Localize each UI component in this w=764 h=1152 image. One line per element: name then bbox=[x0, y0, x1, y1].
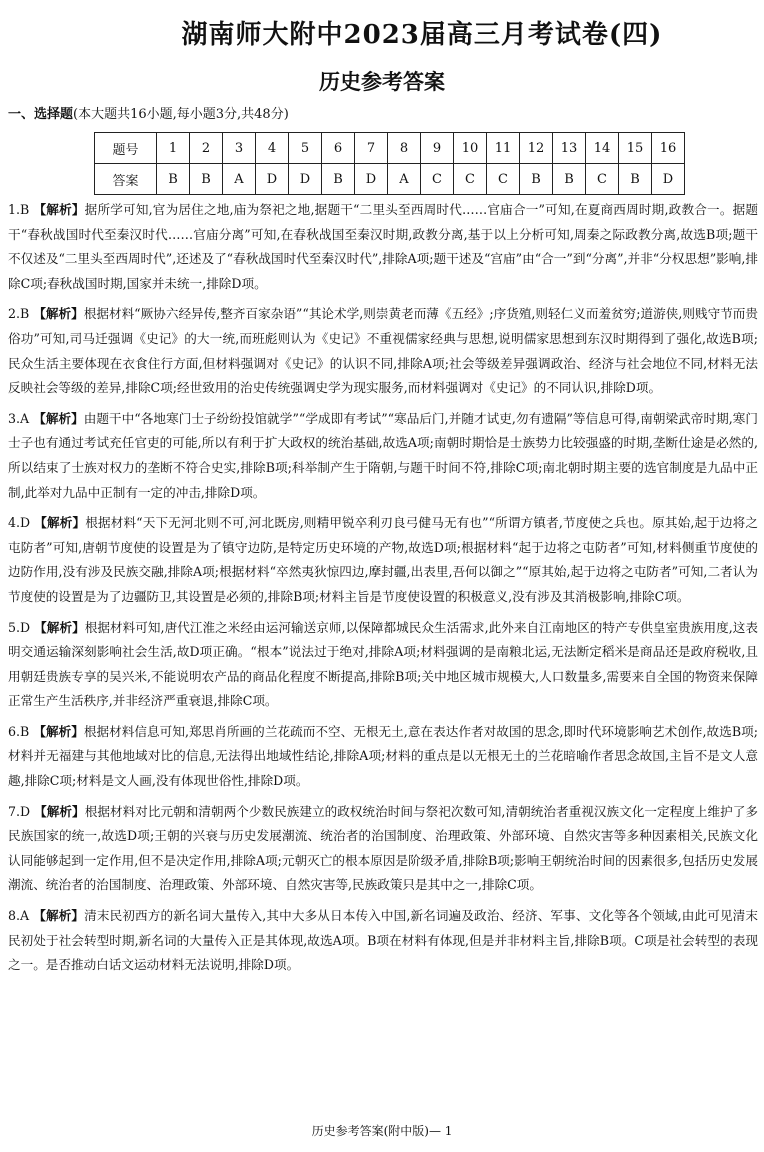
question-number: 15 bbox=[619, 133, 652, 164]
question-number: 12 bbox=[520, 133, 553, 164]
item-text: 根据材料对比元朝和清朝两个少数民族建立的政权统治时间与祭祀次数可知,清朝统治者重视汉族文化一定程度上维护了多民族国家的统一,故选D项;王朝的兴衰与历史发展潮流、统治者的治国制度、治理政策、外部环境、自然灾害等多种因素相关,民族文化认同能够起到一定作用,但不是决定作用,排除A项;元朝灭亡的根本原因是阶级矛盾,排除B项;影响王朝统治时间的因素很多,包括历史发展潮流、统治者的治国制度、治理政策、外部环境、自然灾害等,民族政策只是其中之一,排除C项。 bbox=[8, 803, 758, 893]
answer-cell: A bbox=[388, 164, 421, 195]
analysis-tag: 【解析】 bbox=[33, 202, 85, 217]
item-text: 根据材料“天下无河北则不可,河北既房,则精甲锐卒利刃良弓健马无有也”“所谓方镇者,节度使之兵也。原其始,起于边将之屯防者”可知,唐朝节度使的设置是为了镇守边防,是特定历史环境的产物,故选D项;根据材料“起于边将之屯防者”可知,材料侧重节度使的边防作用,没有涉及民族交融,排除A项;根据材料“卒然夷狄惊四边,摩封疆,出表里,吾何以御之”“原其始,起于边将之屯防者”可知,二者认为节度使的设置是为了边疆防卫,其设置是必须的,排除B项;材料主旨是节度使设置的积极意义,没有涉及其消极影响,排除C项。 bbox=[8, 515, 759, 604]
answer-cell: B bbox=[190, 164, 223, 195]
item-number: 6.B bbox=[8, 723, 30, 739]
explanation-item bbox=[8, 720, 758, 794]
explanation-item bbox=[8, 198, 758, 296]
question-number: 3 bbox=[223, 133, 256, 164]
page-footer: 历史参考答案(附中版)— 1 bbox=[311, 1124, 453, 1138]
row-header-answer: 答案 bbox=[95, 164, 157, 195]
explanation-item bbox=[8, 800, 758, 898]
item-number: 8.A bbox=[8, 908, 30, 924]
explanation-item bbox=[8, 511, 758, 609]
answer-cell: C bbox=[421, 164, 454, 195]
question-number: 5 bbox=[289, 133, 322, 164]
question-number: 11 bbox=[487, 133, 520, 164]
question-number: 13 bbox=[553, 133, 586, 164]
answer-cell: B bbox=[157, 164, 190, 195]
analysis-tag: 【解析】 bbox=[33, 410, 84, 426]
analysis-tag: 【解析】 bbox=[33, 306, 84, 322]
section-note: (本大题共16小题,每小题3分,共48分) bbox=[73, 107, 289, 122]
question-number: 14 bbox=[586, 133, 619, 164]
answer-cell: C bbox=[454, 164, 487, 195]
analysis-tag: 【解析】 bbox=[33, 723, 84, 739]
answer-cell: D bbox=[256, 164, 289, 195]
analysis-tag: 【解析】 bbox=[34, 515, 86, 531]
explanation-item bbox=[8, 904, 758, 978]
item-number: 2.B bbox=[8, 306, 30, 322]
item-text: 由题干中“各地寒门士子纷纷投馆就学”“学成即有考试”“寒品后门,并随才试吏,勿有遗隔”等信息可得,南朝梁武帝时期,寒门士子也有通过考试充任官吏的可能,所以有利于扩大政权的统治基础,故选A项;南朝时期恰是士族势力比较强盛的时期,垄断仕途是必然的,所以结束了士族对权力的垄断不符合史实,排除B项;科举制产生于隋朝,与题干时间不符,排除C项;南北朝时期主要的选官制度是九品中正制,此举对九品中正制有一定的冲击,排除D项。 bbox=[8, 410, 758, 500]
answer-cell: B bbox=[553, 164, 586, 195]
question-number: 2 bbox=[190, 133, 223, 164]
answer-table bbox=[94, 132, 685, 195]
question-number: 9 bbox=[421, 133, 454, 164]
question-number: 1 bbox=[157, 133, 190, 164]
item-text: 清末民初西方的新名词大量传入,其中大多从日本传入中国,新名词遍及政治、经济、军事、文化等各个领域,由此可见清末民初处于社会转型时期,新名词的大量传入正是其体现,故选A项。B项在材料有体现,但是并非材料主旨,排除B项。C项是社会转型的表现之一。是否推动白话文运动材料无法说明,排除D项。 bbox=[8, 908, 758, 973]
section-heading bbox=[8, 103, 289, 122]
answer-cell: D bbox=[355, 164, 388, 195]
question-number: 16 bbox=[652, 133, 685, 164]
item-number: 5.D bbox=[8, 619, 31, 635]
item-number: 4.D bbox=[8, 515, 31, 531]
question-number: 6 bbox=[322, 133, 355, 164]
question-number: 4 bbox=[256, 133, 289, 164]
explanation-item bbox=[8, 302, 758, 400]
item-number: 1.B bbox=[8, 202, 30, 217]
explanation-list bbox=[8, 198, 758, 984]
question-number: 7 bbox=[355, 133, 388, 164]
explanation-item bbox=[8, 407, 758, 505]
question-number: 8 bbox=[388, 133, 421, 164]
section-label: 一、选择题 bbox=[8, 107, 74, 122]
answer-cell: B bbox=[322, 164, 355, 195]
item-text: 根据材料信息可知,郑思肖所画的兰花疏而不空、无根无土,意在表达作者对故国的思念,即时代环境影响艺术创作,故选B项;材料并无福建与其他地域对比的信息,无法得出地域性结论,排除A项;材料的重点是以无根无土的兰花暗喻作者思念故国,主旨不是文人意趣,排除C项;材料是文人画,没有体现世俗性,排除D项。 bbox=[8, 723, 758, 789]
answer-cell: C bbox=[586, 164, 619, 195]
item-number: 3.A bbox=[8, 410, 30, 426]
answer-cell: C bbox=[487, 164, 520, 195]
item-text: 根据材料可知,唐代江淮之米经由运河输送京师,以保障都城民众生活需求,此外来自江南地区的特产专供皇室贵族用度,这表明交通运输深刻影响社会生活,故D项正确。“根本”说法过于绝对,排除A项;材料强调的是南粮北运,无法断定稻米是商品还是政府税收,且用朝廷贵族专享的吴兴米,不能说明农产品的商品化程度不断提高,排除B项;关中地区城市规模大,人口数量多,需要来自全国的物资来保障正常生产生活秩序,并非经济严重衰退,排除C项。 bbox=[8, 619, 758, 709]
analysis-tag: 【解析】 bbox=[33, 908, 85, 924]
explanation-item bbox=[8, 616, 758, 714]
question-number: 10 bbox=[454, 133, 487, 164]
analysis-tag: 【解析】 bbox=[34, 619, 85, 635]
item-text: 根据材料“厥协六经异传,整齐百家杂语”“其论术学,则崇黄老而薄《五经》;序货殖,则轻仁义而羞贫穷;道游侠,则贱守节而贵俗功”可知,司马迁强调《史记》的大一统,而班彪则认为《史记》不重视儒家经典与思想,说明儒家思想到东汉时期得到了强化,故选B项;民众生活主要体现在衣食住行方面,但材料强调对《史记》的认识不同,排除A项;社会等级差异强调政治、经济与社会地位不同,材料无法反映社会等级的差异,排除C项;经世致用的治史传统强调史学为现实服务,而材料强调对《史记》的不同认识,排除D项。 bbox=[8, 306, 758, 396]
answer-cell: A bbox=[223, 164, 256, 195]
answer-table-number-row bbox=[95, 133, 685, 164]
page-title: 湖南师大附中2023届高三月考试卷(四) bbox=[181, 20, 663, 50]
page-subtitle: 历史参考答案 bbox=[319, 70, 445, 94]
answer-table-answer-row bbox=[95, 164, 685, 195]
answer-cell: D bbox=[652, 164, 685, 195]
answer-cell: D bbox=[289, 164, 322, 195]
answer-cell: B bbox=[520, 164, 553, 195]
answer-cell: B bbox=[619, 164, 652, 195]
item-text: 据所学可知,官为居住之地,庙为祭祀之地,据题干“二里头至西周时代……官庙合一”可知,在夏商西周时期,政教合一。据题干“春秋战国时代至秦汉时代……官庙分离”可知,在春秋战国至秦汉时期,政教分离,基于以上分析可知,周秦之际政教分离,故选B项;题干不仅述及“二里头至西周时代”,还述及了“春秋战国时代至秦汉时代”,排除A项;题干述及“宫庙”由“合一”到“分离”,并非“分权思想”影响,排除C项;春秋战国时期,国家并未统一,排除D项。 bbox=[8, 202, 758, 291]
analysis-tag: 【解析】 bbox=[34, 803, 85, 819]
item-number: 7.D bbox=[8, 803, 31, 819]
row-header-number: 题号 bbox=[95, 133, 157, 164]
